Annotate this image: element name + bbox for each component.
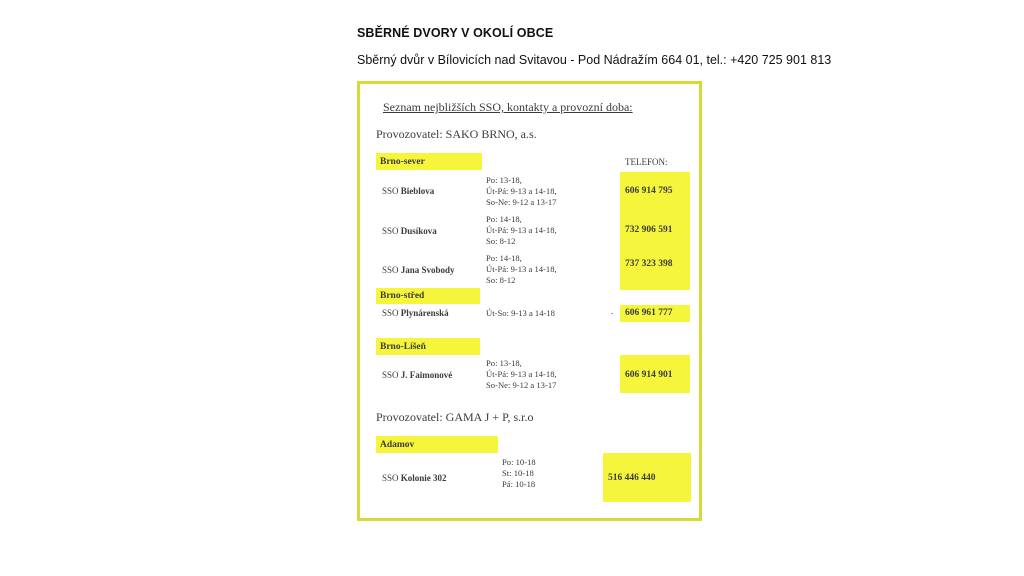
site-hours: Po: 14-18, Út-Pá: 9-13 a 14-18, So: 8-12 xyxy=(486,253,557,285)
site-hours: Po: 10-18 St: 10-18 Pá: 10-18 xyxy=(502,457,536,489)
site-hours: Po: 14-18, Út-Pá: 9-13 a 14-18, So: 8-12 xyxy=(486,214,557,246)
page-title: SBĚRNÉ DVORY V OKOLÍ OBCE xyxy=(357,26,554,40)
stray-dot: . xyxy=(611,306,614,316)
site-phone: 606 961 777 xyxy=(625,308,673,318)
site-name: SSO Jana Svobody xyxy=(382,265,455,275)
site-hours: Po: 13-18, Út-Pá: 9-13 a 14-18, So-Ne: 9-12 a 13-17 xyxy=(486,175,557,207)
site-phone: 606 914 901 xyxy=(625,370,673,380)
district-adamov: Adamov xyxy=(376,436,498,453)
operator-label: Provozovatel: SAKO BRNO, a.s. xyxy=(376,127,537,141)
site-name: SSO Plynárenská xyxy=(382,308,449,318)
district-brno-stred: Brno-střed xyxy=(376,288,480,304)
site-hours: Út-So: 9-13 a 14-18 xyxy=(486,308,555,318)
phone-column-header: TELEFON: xyxy=(625,157,668,167)
district-brno-sever: Brno-sever xyxy=(376,153,482,170)
site-phone: 606 914 795 xyxy=(625,186,673,196)
page-subtitle: Sběrný dvůr v Bílovicích nad Svitavou - Pod Nádražím 664 01, tel.: +420 725 901 813 xyxy=(357,53,832,67)
site-hours: Po: 13-18, Út-Pá: 9-13 a 14-18, So-Ne: 9-12 a 13-17 xyxy=(486,358,557,390)
scanned-document xyxy=(357,81,702,521)
district-brno-lisen: Brno-Líšeň xyxy=(376,338,480,355)
site-phone: 737 323 398 xyxy=(625,259,673,269)
site-name: SSO J. Faimonové xyxy=(382,370,453,380)
site-phone: 516 446 440 xyxy=(608,473,656,483)
site-phone: 732 906 591 xyxy=(625,225,673,235)
site-name: SSO Dusíkova xyxy=(382,226,437,236)
operator-label: Provozovatel: GAMA J + P, s.r.o xyxy=(376,410,534,424)
site-name: SSO Kolonie 302 xyxy=(382,473,447,483)
site-name: SSO Bieblova xyxy=(382,186,435,196)
document-heading: Seznam nejbližších SSO, kontakty a provozní doba: xyxy=(383,100,633,114)
